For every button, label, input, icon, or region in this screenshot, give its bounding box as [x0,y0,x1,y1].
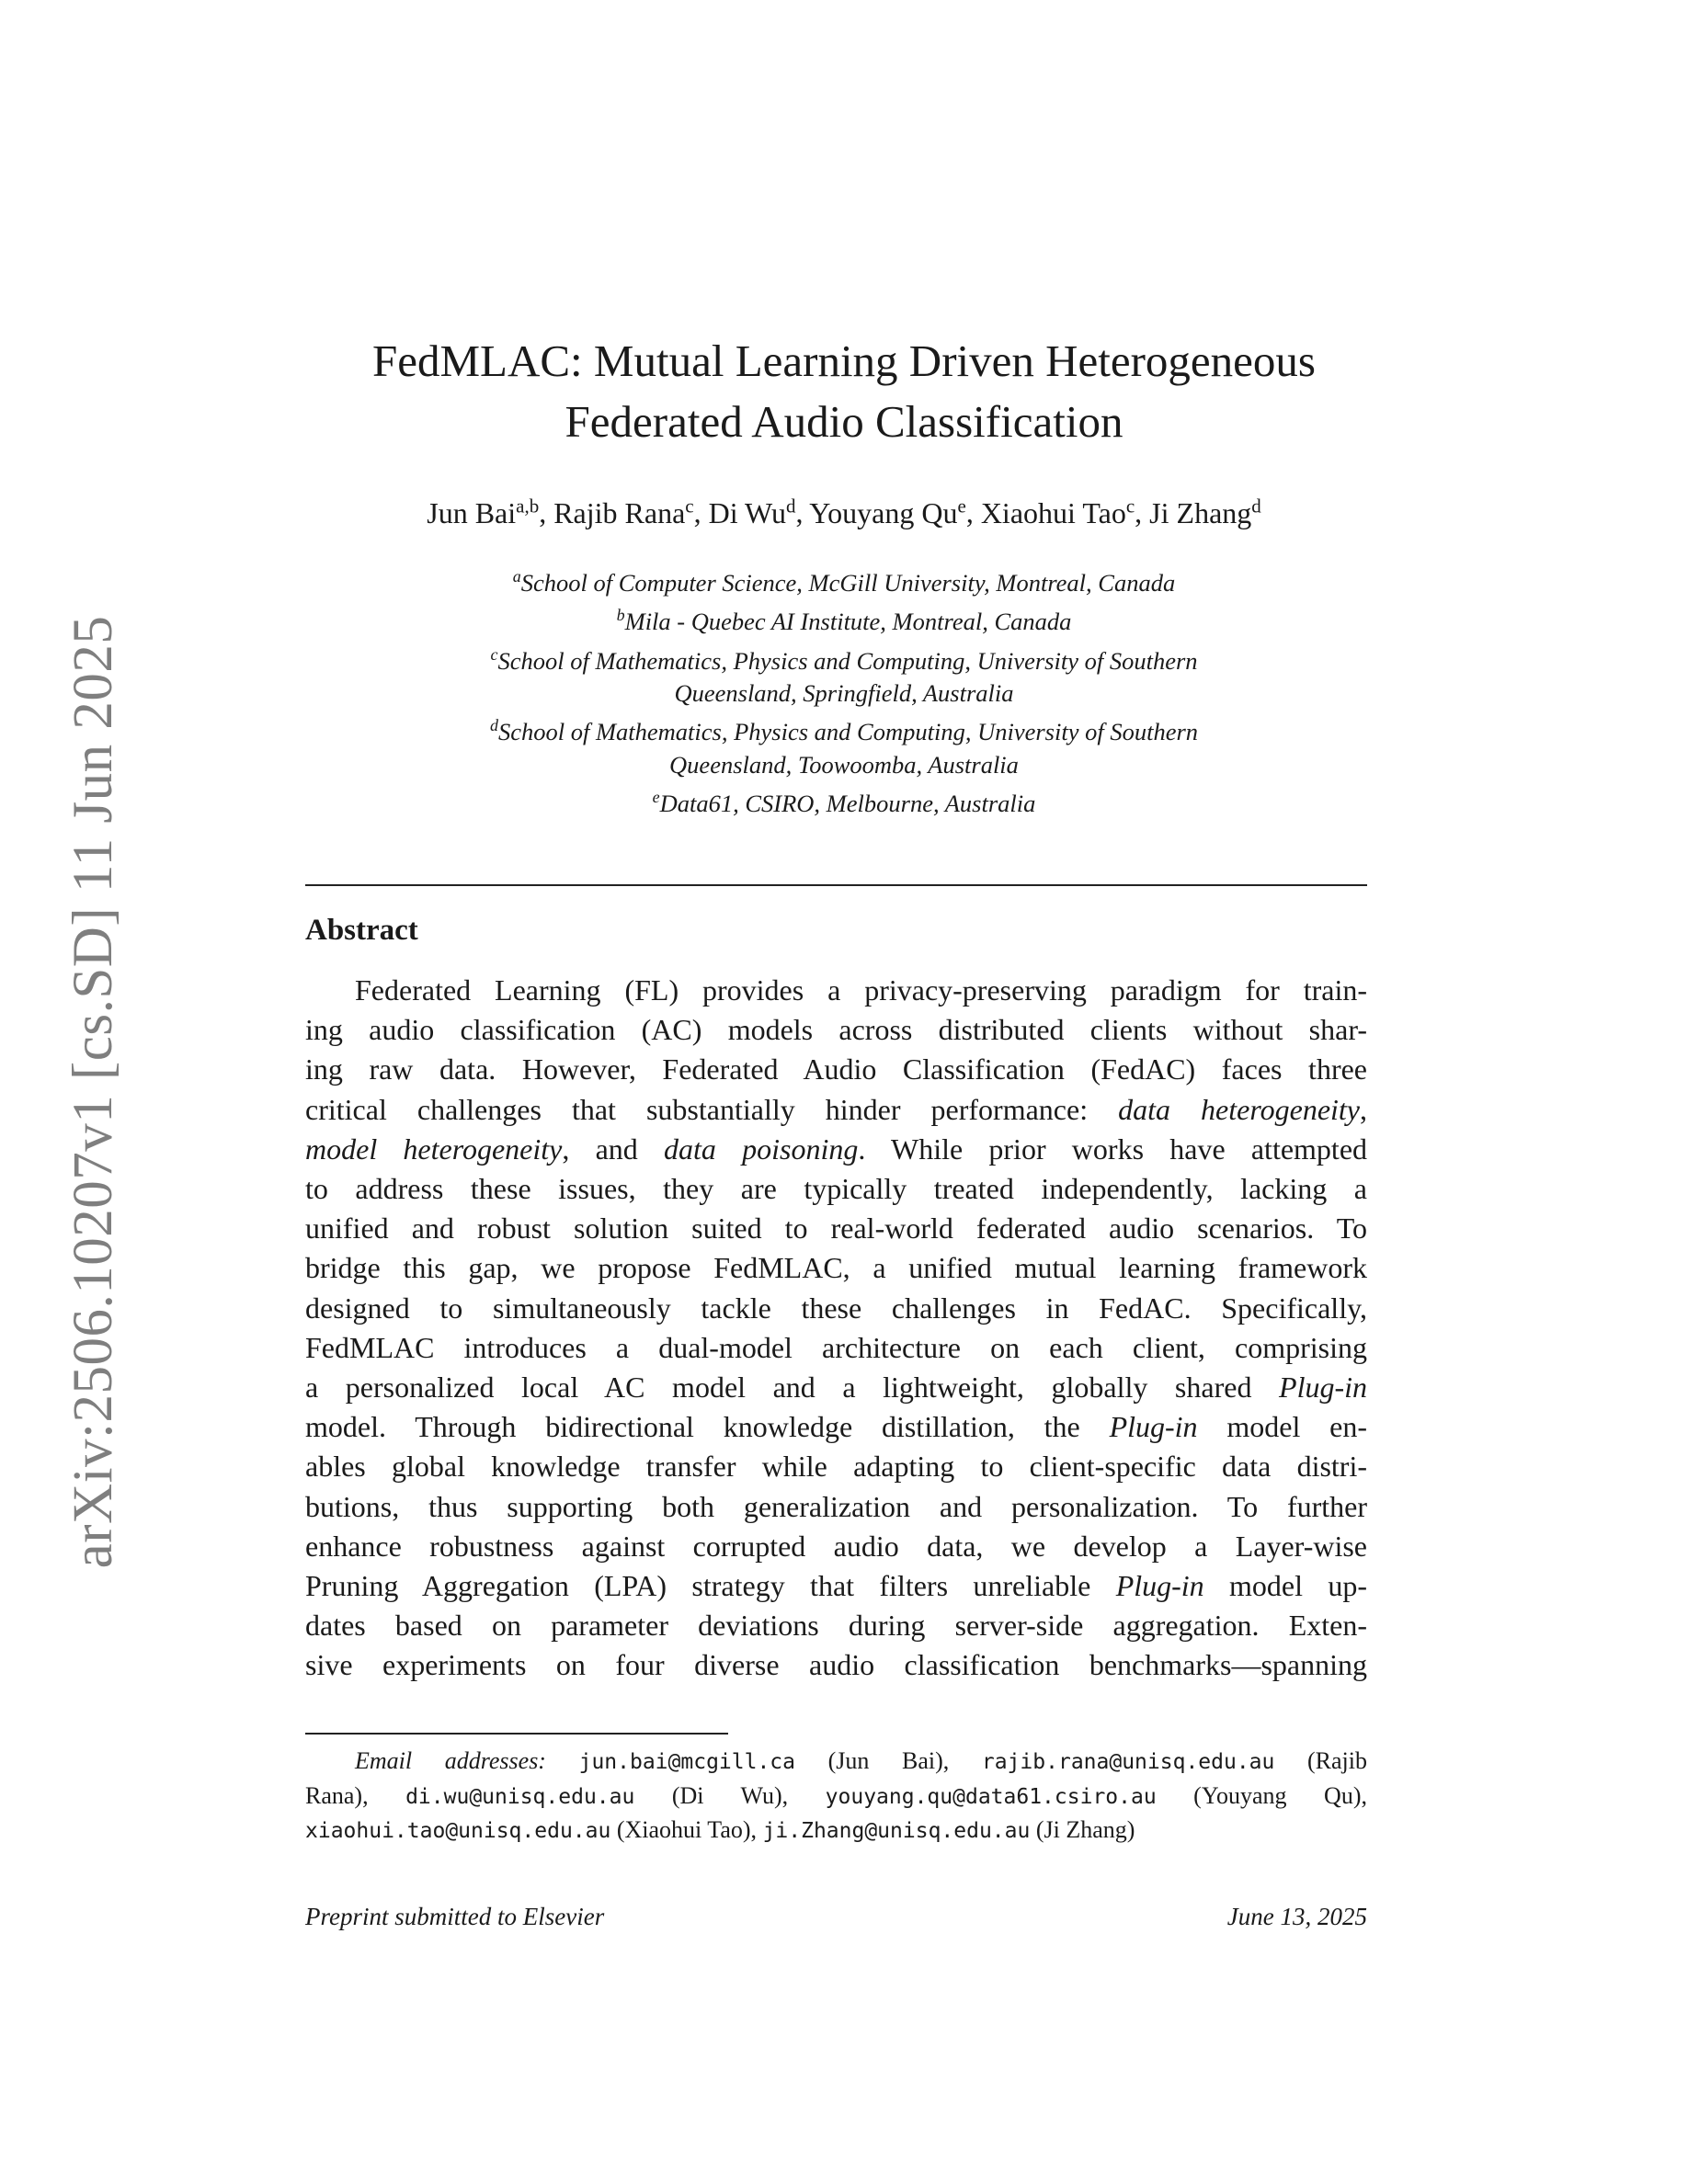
preprint-note: Preprint submitted to Elsevier [305,1903,605,1930]
text-run: . While prior works have attempted [858,1132,1368,1166]
abstract-line [305,1368,1367,1407]
emphasis-text: data heterogeneity [1118,1092,1360,1126]
text-run: model en- [1197,1410,1368,1444]
footnote-line [305,1814,1367,1848]
abstract-line [305,1407,1367,1447]
abstract-line [305,1289,1367,1328]
affiliation-line [0,677,1688,711]
email-address: jun.bai@mcgill.ca [578,1750,795,1774]
email-address: xiaohui.tao@unisq.edu.au [305,1819,611,1843]
abstract-line [305,1248,1367,1288]
emphasis-text: Plug-in [1115,1569,1204,1603]
affiliation-line [0,599,1688,638]
email-footnote [305,1745,1367,1848]
author [1149,496,1261,529]
text-run: designed to simultaneously tackle these challenges in FedAC. Specifically, [305,1291,1367,1325]
abstract-line [305,1130,1367,1169]
text-run: model up- [1203,1569,1368,1603]
text-run [546,1747,579,1774]
abstract-line [305,1169,1367,1209]
email-address: youyang.qu@data61.csiro.au [825,1784,1157,1809]
author-affiliation-mark: c [1125,495,1135,517]
arxiv-identifier-stamp: arXiv:2506.10207v1 [cs.SD] 11 Jun 2025 [63,615,124,1569]
text-run: (Xiaohui Tao), [610,1816,763,1843]
text-run: ing raw data. However, Federated Audio Classification (FedAC) faces three [305,1052,1367,1086]
affiliation-text: Queensland, Springfield, Australia [674,678,1014,707]
author [553,496,693,529]
affiliation-mark: b [616,606,625,625]
author-affiliation-mark: e [957,495,966,517]
text-run: (Youyang Qu), [1156,1781,1367,1809]
author-affiliation-mark: a,b [516,495,540,517]
abstract-line [305,1645,1367,1685]
author-affiliation-mark: d [1251,495,1261,517]
text-run: sive experiments on four diverse audio classification benchmarks—spanning [305,1648,1367,1682]
text-run: bridge this gap, we propose FedMLAC, a unified mutual learning framework [305,1251,1367,1285]
author [709,496,796,529]
affiliation-text: Data61, CSIRO, Melbourne, Australia [659,790,1036,818]
footnote-line [305,1780,1367,1814]
author-list: Jun Bai$^{a,b}$, Rajib Rana$^c$, Di Wu$^d$, Youyang Qu$^e$, Xiaohui Tao$^c$, Ji Zhang$^d$ [427,495,1261,529]
text-run: ing audio classification (AC) models across distributed clients without shar- [305,1013,1367,1047]
affiliation-text: School of Mathematics, Physics and Computing, University of Southern [497,718,1199,746]
affiliation-text: Mila - Quebec AI Institute, Montreal, Canada [624,608,1072,636]
abstract-line [305,1010,1367,1050]
email-address: ji.Zhang@unisq.edu.au [762,1819,1031,1843]
text-run: Rana), [305,1781,406,1809]
affiliation-line [0,561,1688,599]
emphasis-text: model heterogeneity [305,1132,563,1166]
author-name: Rajib Rana [553,495,686,529]
author [427,496,539,529]
text-run: FedMLAC introduces a dual-model architecture on each client, comprising [305,1330,1367,1364]
author-name: Di Wu [708,495,786,529]
author [981,496,1135,529]
abstract-top-rule [305,884,1367,886]
abstract-body [305,971,1367,1686]
text-run: , [1360,1092,1367,1126]
affiliation-mark: d [489,716,498,735]
text-run: enhance robustness against corrupted audio data, we develop a Layer-wise [305,1529,1367,1563]
email-address: di.wu@unisq.edu.au [405,1784,635,1809]
author-affiliation-mark: d [785,495,796,517]
paper-title [0,331,1688,452]
abstract-line [305,1527,1367,1566]
abstract-line [305,1090,1367,1130]
text-run: (Di Wu), [634,1781,826,1809]
affiliation-line [0,781,1688,820]
affiliation-mark: c [490,644,498,664]
text-run: butions, thus supporting both generalization and personalization. To further [305,1489,1367,1523]
text-run: , and [562,1132,665,1166]
author-affiliation-mark: c [685,495,694,517]
email-address: rajib.rana@unisq.edu.au [981,1750,1275,1774]
affiliation-line [0,639,1688,677]
affiliation-line [0,749,1688,782]
abstract-line [305,1487,1367,1527]
affiliation-text: School of Mathematics, Physics and Computing, University of Southern [497,646,1198,675]
abstract-line [305,971,1367,1010]
abstract-line [305,1328,1367,1368]
author-name: Youyang Qu [809,495,958,529]
text-run: (Rajib [1274,1747,1367,1774]
abstract-line [305,1447,1367,1486]
emphasis-text: Email addresses: [355,1747,546,1774]
text-run: (Jun Bai), [795,1747,982,1774]
author-name: Ji Zhang [1149,495,1252,529]
author-name: Jun Bai [427,495,517,529]
affiliation-line [0,710,1688,748]
affiliation-text: Queensland, Toowoomba, Australia [669,750,1019,779]
affiliation-mark: a [512,567,521,586]
text-run: Pruning Aggregation (LPA) strategy that filters unreliable [305,1569,1116,1603]
text-run: unified and robust solution suited to real-world federated audio scenarios. To [305,1211,1367,1246]
author [809,496,966,529]
title-line-2: Federated Audio Classification [565,396,1123,447]
preprint-date: June 13, 2025 [1226,1903,1367,1930]
text-run: (Ji Zhang) [1030,1816,1135,1843]
affiliation-text: School of Computer Science, McGill University, Montreal, Canada [520,568,1176,597]
abstract-line [305,1209,1367,1248]
abstract-heading: Abstract [305,914,418,947]
affiliation-list [0,561,1688,821]
text-run: ables global knowledge transfer while adapting to client-specific data distri- [305,1450,1367,1484]
footnote-line [305,1745,1367,1780]
text-run: a personalized local AC model and a lightweight, globally shared [305,1371,1280,1405]
abstract-line [305,1566,1367,1606]
emphasis-text: Plug-in [1279,1371,1367,1405]
text-run: Federated Learning (FL) provides a privacy-preserving paradigm for train- [355,973,1367,1007]
title-line-1: FedMLAC: Mutual Learning Driven Heterogeneous [371,336,1317,386]
emphasis-text: Plug-in [1109,1410,1198,1444]
abstract-line [305,1606,1367,1645]
author-name: Xiaohui Tao [980,495,1126,529]
text-run: dates based on parameter deviations during server-side aggregation. Exten- [305,1609,1367,1643]
text-run: model. Through bidirectional knowledge distillation, the [305,1410,1110,1444]
affiliation-mark: e [652,788,660,807]
text-run: critical challenges that substantially hinder performance: [305,1092,1119,1126]
emphasis-text: data poisoning [664,1132,859,1166]
text-run: to address these issues, they are typically treated independently, lacking a [305,1172,1367,1206]
abstract-line [305,1050,1367,1089]
footnote-rule [305,1733,728,1735]
